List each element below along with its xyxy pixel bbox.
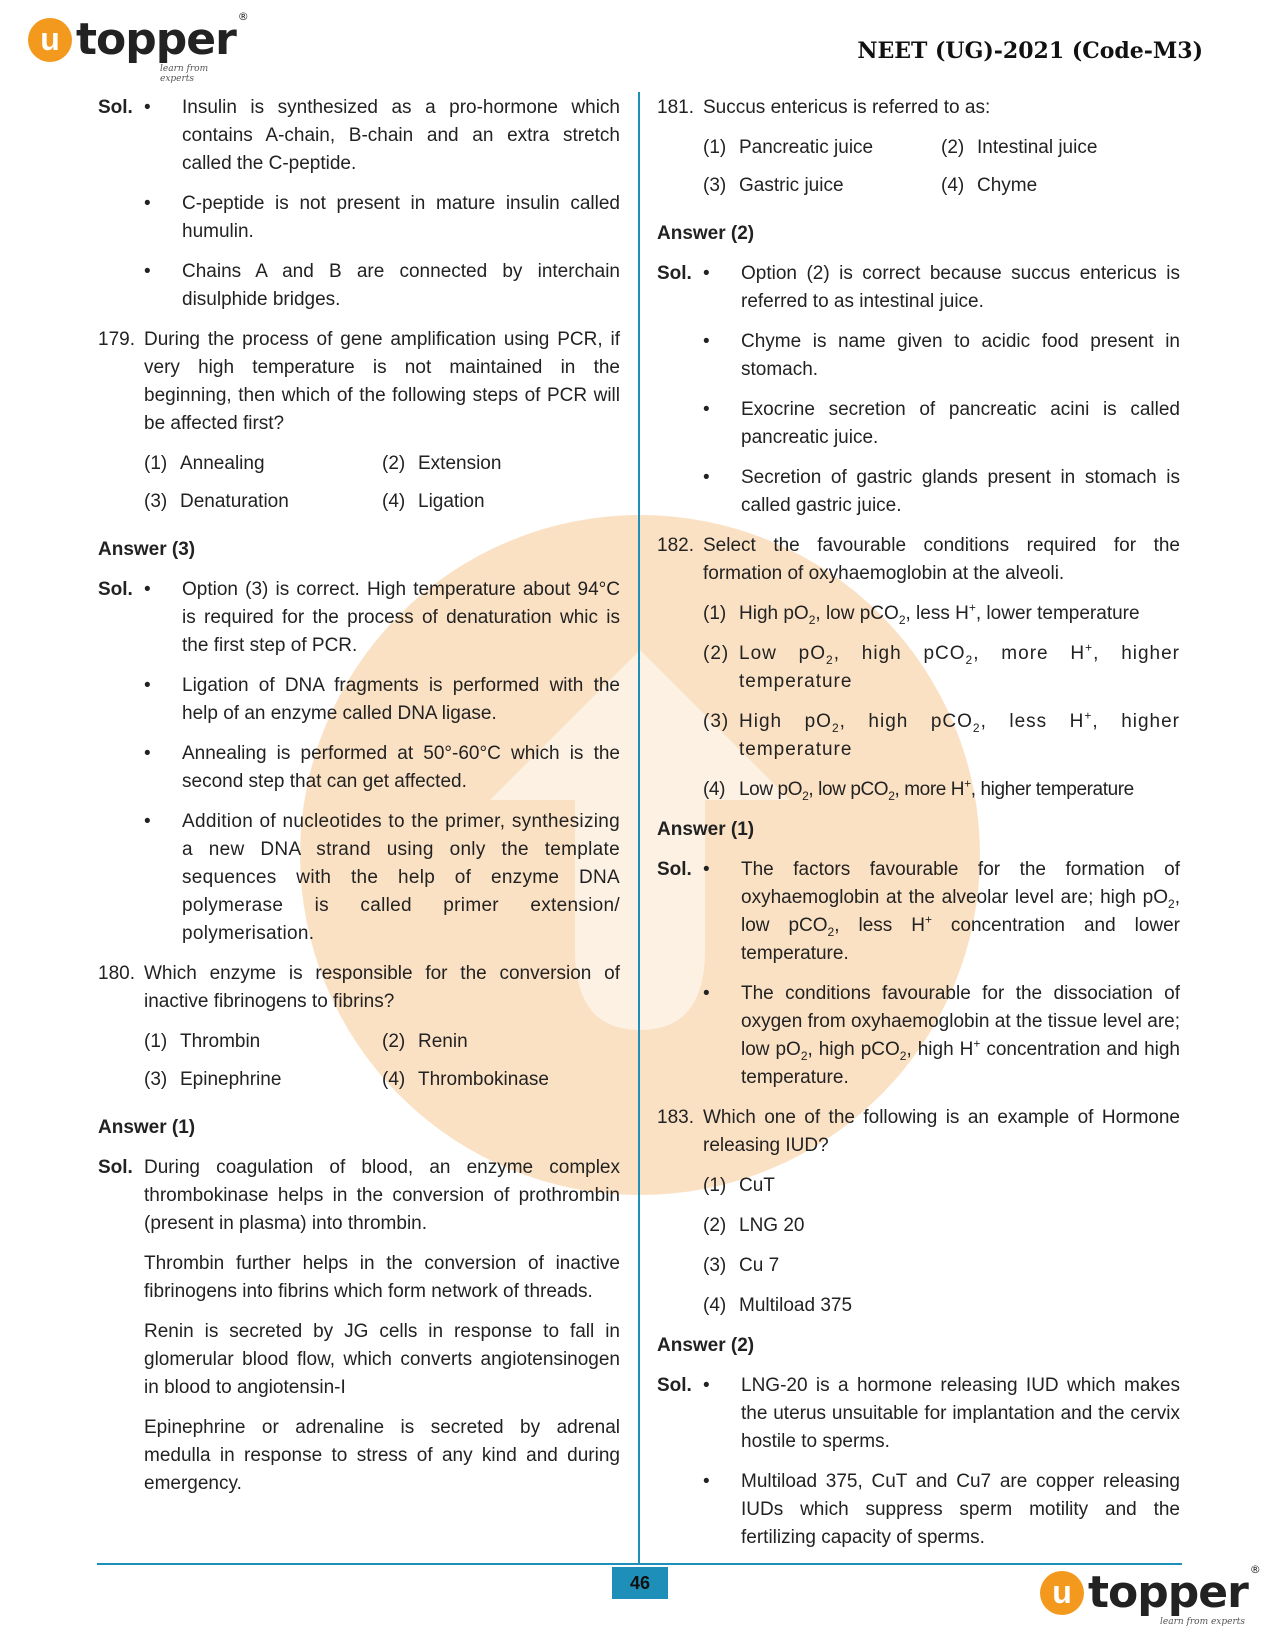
question-181-options <box>657 134 1180 210</box>
logo-wordmark: topper ® <box>76 10 248 65</box>
option: (1) CuT <box>703 1175 775 1196</box>
page-number: 46 <box>612 1567 668 1599</box>
option: (4) Thrombokinase <box>382 1069 549 1090</box>
option: (3) Cu 7 <box>703 1255 780 1276</box>
solution-183-bullet: • Multiload 375, CuT and Cu7 are copper releasing IUDs which suppress sperm motility and the fertilizing capacity of sperms. <box>703 1471 1180 1548</box>
option: (3) High $pO_2$, high pCO$_2$, less H+, higher temperature <box>703 708 1181 760</box>
option: (3) Gastric juice <box>703 175 844 196</box>
solution-181-bullet: • Exocrine secretion of pancreatic acini is called pancreatic juice. <box>703 399 1180 448</box>
column-divider <box>638 92 640 1564</box>
option: (1) Thrombin <box>144 1031 261 1052</box>
solution-182-bullet: • The conditions favourable for the dissociation of oxygen from oxyhaemoglobin at the tissue level are; low $pO_2$, high pCO$_2$, high H+ concentration and high temperature. <box>703 983 1180 1088</box>
solution-182-bullet: Sol. • The factors favourable for the formation of oxyhaemoglobin at the alveolar level are; high $pO_2$, low pCO$_2$, less H+ concentration and lower temperature. <box>657 859 1180 964</box>
answer-183: Answer (2) <box>657 1335 755 1356</box>
brand-logo <box>1040 1563 1260 1627</box>
option: (3) Denaturation <box>144 491 289 512</box>
answer-182: Answer (1) <box>657 819 755 840</box>
logo-wordmark: topper ® <box>1088 1563 1260 1618</box>
solution-180-paragraph: Thrombin further helps in the conversion of inactive fibrinogens into fibrins which form network of threads. <box>144 1253 620 1302</box>
option: (1) High $pO_2$, low pCO$_2$, less H+, lower temperature <box>703 600 1140 627</box>
question-179: 179. During the process of gene amplification using PCR, if very high temperature is not maintained in the beginning, then which of the following steps of PCR will be affected first? <box>98 329 620 434</box>
option: (1) Pancreatic juice <box>703 137 874 158</box>
option: (2) LNG 20 <box>703 1215 805 1236</box>
logo-u-icon: u <box>1040 1571 1084 1615</box>
solution-178-bullet: Sol. • Insulin is synthesized as a pro-hormone which contains A-chain, B-chain and an extra stretch called the C-peptide. <box>98 97 620 174</box>
question-180-options <box>98 1028 620 1104</box>
solution-179-bullet: • Addition of nucleotides to the primer, synthesizing a new DNA strand using only the template sequences with the help of enzyme DNA polymerase is called primer extension/ polymerisation. <box>144 811 620 944</box>
solution-179-bullet: • Ligation of DNA fragments is performed with the help of an enzyme called DNA ligase. <box>144 675 620 724</box>
question-180: 180. Which enzyme is responsible for the conversion of inactive fibrinogens to fibrins? <box>98 963 620 1012</box>
solution-180-paragraph: Sol. During coagulation of blood, an enzyme complex thrombokinase helps in the conversion of prothrombin (present in plasma) into thrombin. <box>98 1157 620 1234</box>
logo-tagline: learn from experts <box>1160 1617 1246 1627</box>
answer-180: Answer (1) <box>98 1117 196 1138</box>
left-column <box>98 94 620 1510</box>
option: (2) Intestinal juice <box>941 137 1098 158</box>
solution-178-bullet: • Chains A and B are connected by interchain disulphide bridges. <box>144 261 620 310</box>
page-title: NEET (UG)-2021 (Code-M3) <box>857 38 1203 64</box>
answer-179: Answer (3) <box>98 539 196 560</box>
solution-181-bullet: Sol. • Option (2) is correct because succus entericus is referred to as intestinal juice. <box>657 263 1180 312</box>
solution-181-bullet: • Chyme is name given to acidic food present in stomach. <box>703 331 1180 380</box>
option: (2) Extension <box>382 453 502 474</box>
solution-178-bullet: • C-peptide is not present in mature insulin called humulin. <box>144 193 620 242</box>
solution-183-bullet: Sol. • LNG-20 is a hormone releasing IUD which makes the uterus unsuitable for implantation and the cervix hostile to sperms. <box>657 1375 1180 1452</box>
footer-rule <box>97 1563 1182 1565</box>
option: (2) Low $pO_2$, high pCO$_2$, more H+, higher temperature <box>703 640 1181 692</box>
option: (4) Ligation <box>382 491 485 512</box>
option: (4) Chyme <box>941 175 1038 196</box>
option: (4) Multiload 375 <box>703 1295 853 1316</box>
option: (3) Epinephrine <box>144 1069 282 1090</box>
solution-179-bullet: Sol. • Option (3) is correct. High temperature about 94°C is required for the process of denaturation whic is the first step of PCR. <box>98 579 620 656</box>
option: (2) Renin <box>382 1031 468 1052</box>
solution-179-bullet: • Annealing is performed at 50°-60°C which is the second step that can get affected. <box>144 743 620 792</box>
solution-180-paragraph: Renin is secreted by JG cells in response to fall in glomerular blood flow, which converts angiotensinogen in blood to angiotensin-I <box>144 1321 620 1398</box>
logo-tagline: learn from experts <box>160 64 209 84</box>
brand-logo <box>28 10 248 84</box>
right-column <box>657 94 1180 1564</box>
solution-180-paragraph: Epinephrine or adrenaline is secreted by adrenal medulla in response to stress of any kind and during emergency. <box>144 1417 620 1494</box>
answer-181: Answer (2) <box>657 223 755 244</box>
question-179-options <box>98 450 620 526</box>
solution-181-bullet: • Secretion of gastric glands present in stomach is called gastric juice. <box>703 467 1180 516</box>
logo-u-icon: u <box>28 18 72 62</box>
question-181: 181. Succus entericus is referred to as: <box>657 97 991 118</box>
question-183: 183. Which one of the following is an example of Hormone releasing IUD? <box>657 1107 1180 1156</box>
option: (1) Annealing <box>144 453 265 474</box>
option: (4) Low $pO_2$, low pCO$_2$, more H+, higher temperature <box>703 776 1134 803</box>
question-182: 182. Select the favourable conditions required for the formation of oxyhaemoglobin at the alveoli. <box>657 535 1180 584</box>
